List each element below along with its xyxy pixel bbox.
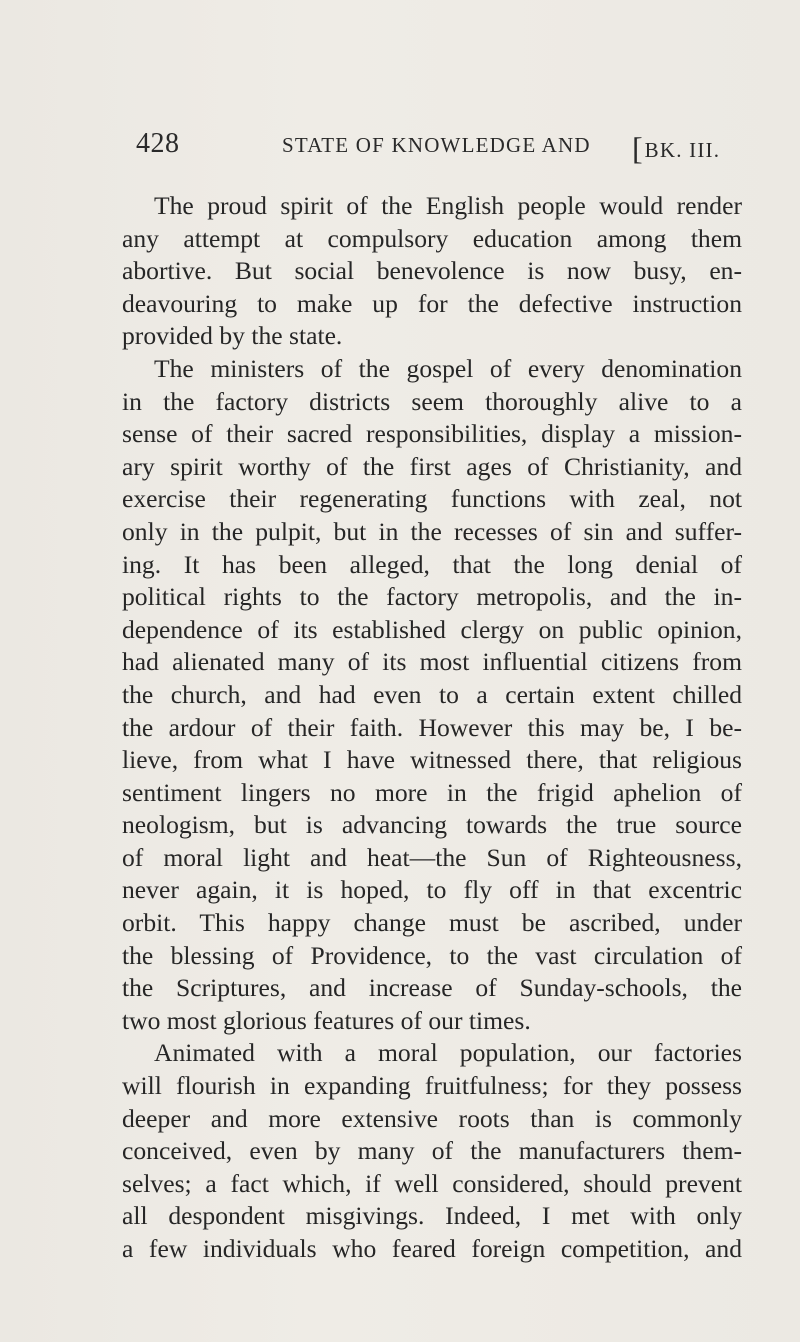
text-line: the blessing of Providence, to the vast circulation of [122, 940, 742, 970]
text-line: deavouring to make up for the defective instruction [122, 288, 742, 318]
text-line: sense of their sacred responsibilities, display a mission- [122, 419, 742, 449]
text-line: never again, it is hoped, to fly off in that excentric [122, 875, 742, 905]
text-line: will flourish in expanding fruitfulness; for they possess [122, 1071, 742, 1101]
text-line: neologism, but is advancing towards the true source [122, 810, 742, 840]
text-line: in the factory districts seem thoroughly alive to a [122, 386, 742, 416]
text-line: The proud spirit of the English people would render [154, 191, 742, 220]
text-line: only in the pulpit, but in the recesses of sin and suffer- [122, 516, 742, 546]
text-line: ing. It has been alleged, that the long denial of [122, 549, 742, 579]
text-line: sentiment lingers no more in the frigid aphelion of [122, 777, 742, 807]
text-line: the Scriptures, and increase of Sunday-schools, the [122, 973, 742, 1003]
text-line: a few individuals who feared foreign competition, and [122, 1234, 742, 1263]
section-label: BK. III. [644, 138, 721, 162]
text-line: political rights to the factory metropolis, and the in- [122, 582, 742, 612]
text-line: orbit. This happy change must be ascribed, under [122, 908, 742, 938]
text-line: conceived, even by many of the manufacturers them- [122, 1136, 742, 1166]
text-line: ary spirit worthy of the first ages of Christianity, and [122, 451, 742, 481]
text-line: provided by the state. [122, 321, 343, 351]
text-line: deeper and more extensive roots than is commonly [122, 1103, 742, 1133]
text-line: two most glorious features of our times. [122, 1005, 531, 1035]
text-line: of moral light and heat—the Sun of Righteousness, [122, 842, 742, 872]
text-line: any attempt at compulsory education among them [122, 223, 742, 253]
body-text [122, 190, 742, 1266]
page-number: 428 [136, 128, 180, 159]
text-line: abortive. But social benevolence is now busy, en- [122, 256, 742, 286]
page-header [136, 128, 776, 168]
text-line: selves; a fact which, if well considered, should prevent [122, 1168, 742, 1198]
text-line: the ardour of their faith. However this may be, I be- [122, 712, 742, 742]
text-line: exercise their regenerating functions with zeal, not [122, 484, 742, 514]
text-line: the church, and had even to a certain extent chilled [122, 679, 742, 709]
text-line: Animated with a moral population, our factories [154, 1038, 742, 1068]
text-line: had alienated many of its most influential citizens from [122, 647, 742, 677]
section-marker [632, 128, 720, 165]
text-line: dependence of its established clergy on public opinion, [122, 614, 742, 644]
section-bracket: [ [632, 130, 643, 166]
text-line: all despondent misgivings. Indeed, I met with only [122, 1201, 742, 1231]
text-line: lieve, from what I have witnessed there, that religious [122, 745, 742, 775]
text-line: The ministers of the gospel of every denomination [154, 353, 742, 383]
running-head: STATE OF KNOWLEDGE AND [282, 133, 591, 157]
